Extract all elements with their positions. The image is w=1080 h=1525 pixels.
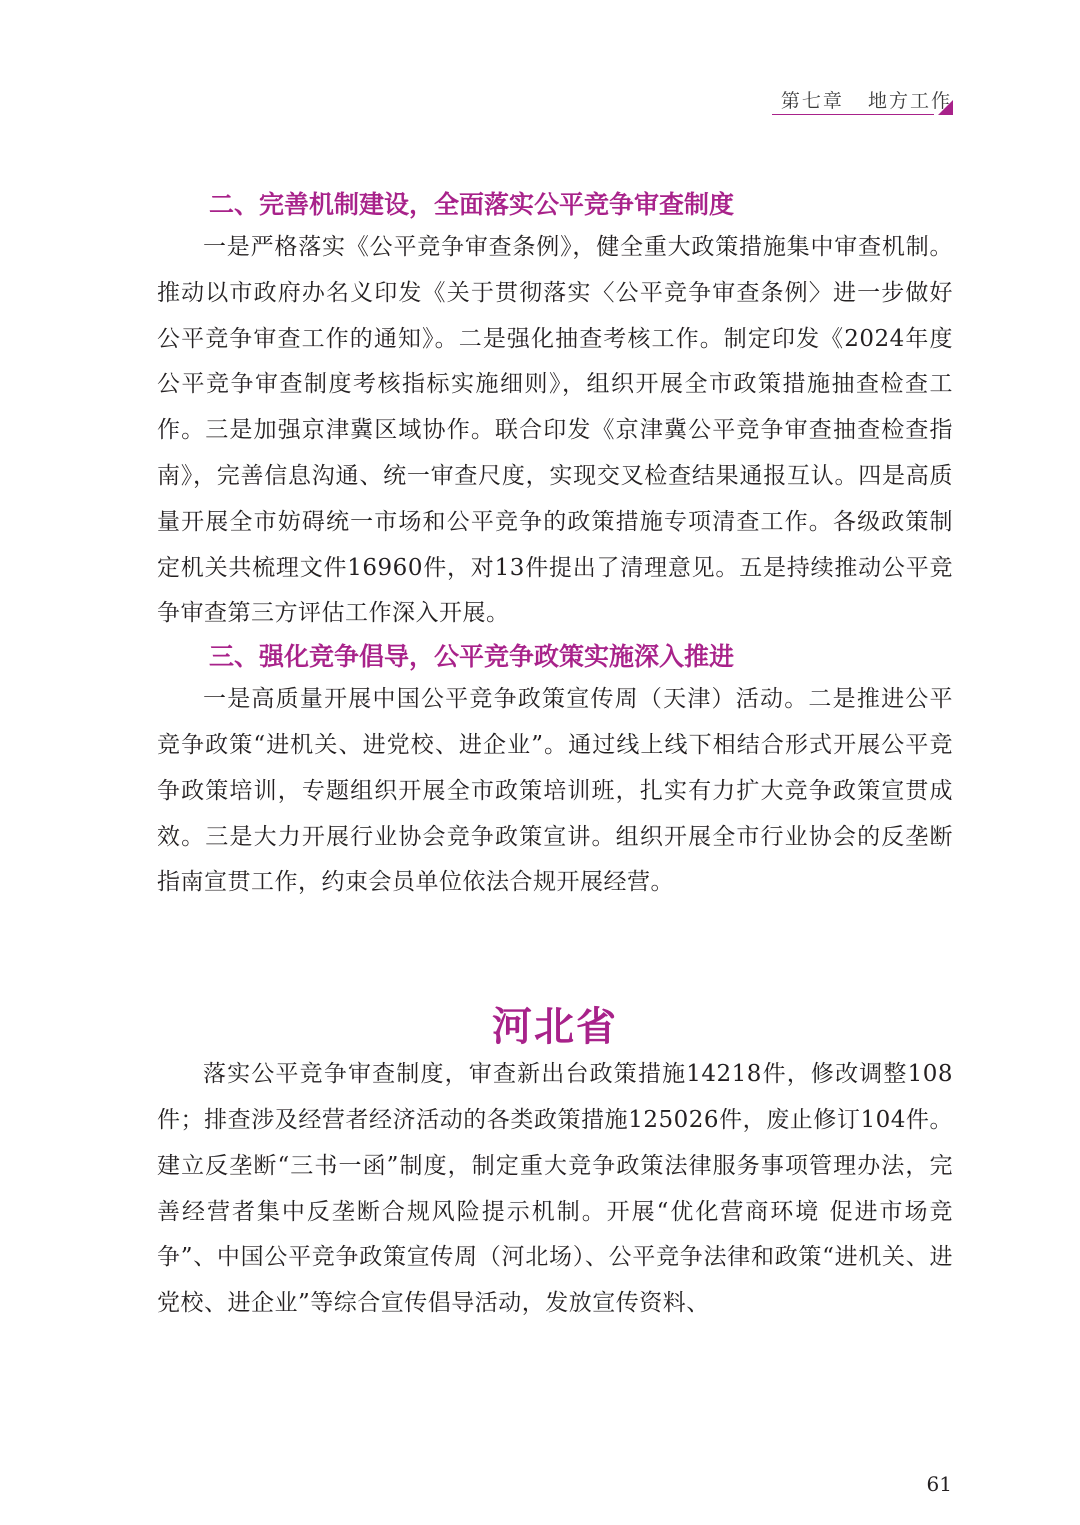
province-title: 河北省: [492, 1004, 618, 1051]
header-triangle-icon: [938, 100, 953, 115]
section-heading-2: 二、完善机制建设，全面落实公平竞争审查制度: [209, 190, 735, 219]
section-paragraph-3: 一是高质量开展中国公平竞争政策宣传周（天津）活动。二是推进公平竞争政策“进机关、进党校、进企业”。通过线上线下相结合形式开展公平竞争政策培训，专题组织开展全市政策培训班，扎实有力扩大竞争政策宣贯成效。三是大力开展行业协会竞争政策宣讲。组织开展全市行业协会的反垄断指南宣贯工作，约束会员单位依法合规开展经营。: [157, 686, 953, 896]
running-header: [781, 86, 952, 113]
province-paragraph: 落实公平竞争审查制度，审查新出台政策措施14218件，修改调整108件；排查涉及经营者经济活动的各类政策措施125026件，废止修订104件。建立反垄断“三书一函”制度，制定重大竞争政策法律服务事项管理办法，完善经营者集中反垄断合规风险提示机制。开展“优化营商环境 促进市场竞争”、中国公平竞争政策宣传周（河北场）、公平竞争法律和政策“进机关、进党校、进企业”等综合宣传倡导活动，发放宣传资料、: [157, 1061, 953, 1317]
section-paragraph-2: 一是严格落实《公平竞争审查条例》，健全重大政策措施集中审查机制。推动以市政府办名义印发《关于贯彻落实〈公平竞争审查条例〉进一步做好公平竞争审查工作的通知》。二是强化抽查考核工作。制定印发《2024年度公平竞争审查制度考核指标实施细则》，组织开展全市政策措施抽查检查工作。三是加强京津冀区域协作。联合印发《京津冀公平竞争审查抽查检查指南》，完善信息沟通、统一审查尺度，实现交叉检查结果通报互认。四是高质量开展全市妨碍统一市场和公平竞争的政策措施专项清查工作。各级政策制定机关共梳理文件16960件，对13件提出了清理意见。五是持续推动公平竞争审查第三方评估工作深入开展。: [157, 234, 953, 627]
header-chapter: 第七章: [780, 90, 844, 112]
page-content: [157, 185, 953, 1327]
header-rule: [772, 114, 934, 115]
header-section: 地方工作: [867, 90, 952, 112]
page-number: 61: [926, 1472, 952, 1496]
section-heading-3: 三、强化竞争倡导，公平竞争政策实施深入推进: [209, 642, 735, 672]
